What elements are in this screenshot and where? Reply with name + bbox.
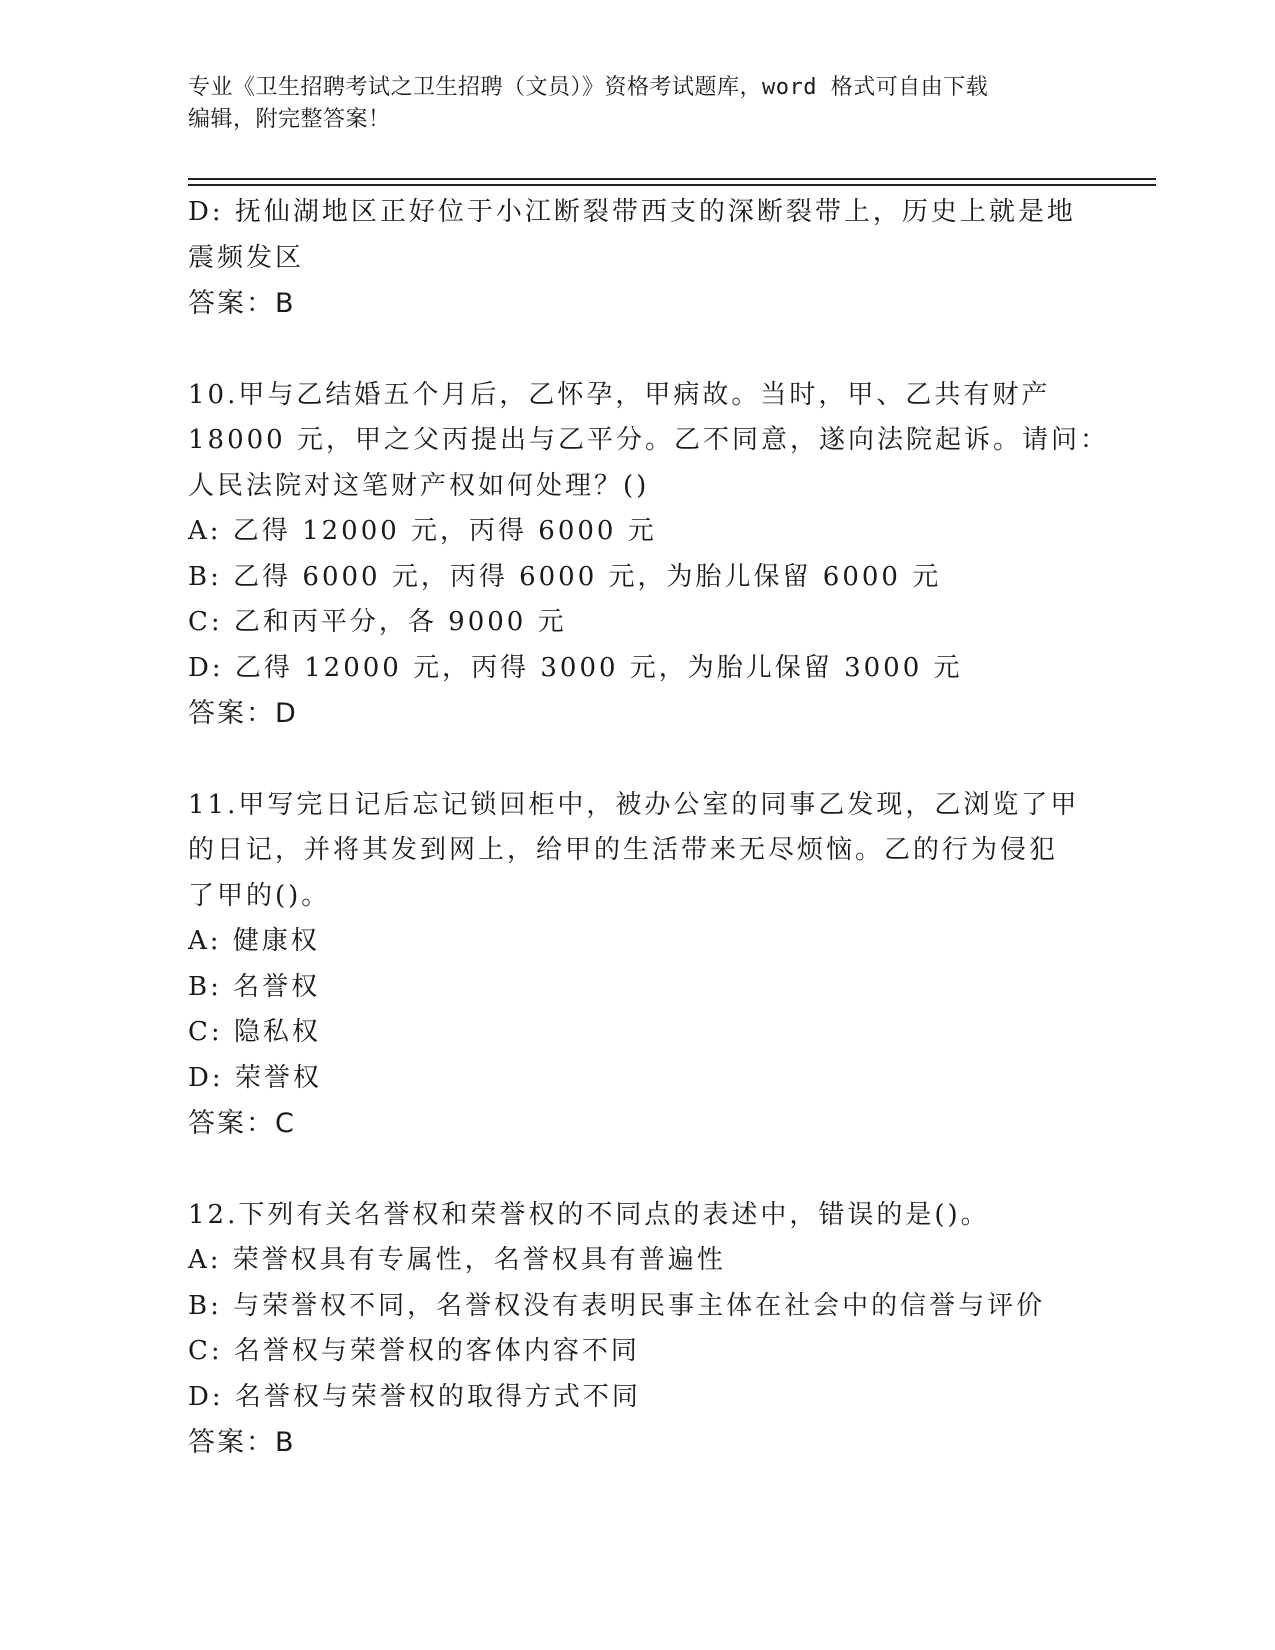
spacer <box>188 737 1088 783</box>
option-d: D: 名誉权与荣誉权的取得方式不同 <box>188 1381 641 1412</box>
option-d: D: 荣誉权 <box>188 1062 322 1093</box>
question-stem-line-2: 18000 元，甲之父丙提出与乙平分。乙不同意，遂向法院起诉。请问： <box>188 425 1109 455</box>
question-stem-line-3: 人民法院对这笔财产权如何处理？() <box>188 470 650 501</box>
header-divider-top <box>188 178 1156 180</box>
option-a: A: 乙得 12000 元，丙得 6000 元 <box>188 516 657 546</box>
option-c: C: 乙和丙平分，各 9000 元 <box>188 607 567 637</box>
question-stem-line-1: 10.甲与乙结婚五个月后，乙怀孕，甲病故。当时，甲、乙共有财产 <box>188 379 1051 410</box>
page-header <box>188 72 1088 136</box>
spacer <box>188 327 1088 373</box>
question-stem-line-1: 12.下列有关名誉权和荣誉权的不同点的表述中，错误的是()。 <box>188 1199 990 1230</box>
option-a: A: 健康权 <box>188 926 320 956</box>
document-body <box>188 190 1109 1466</box>
header-divider-bottom <box>188 184 1156 186</box>
option-d-line-1: D: 抚仙湖地区正好位于小江断裂带西支的深断裂带上，历史上就是地 <box>188 197 1076 227</box>
option-b: B: 乙得 6000 元，丙得 6000 元，为胎儿保留 6000 元 <box>188 561 942 592</box>
question-stem-line-3: 了甲的()。 <box>188 880 331 911</box>
header-line-2: 编辑，附完整答案！ <box>188 107 391 132</box>
option-b: B: 名誉权 <box>188 971 321 1002</box>
question-10 <box>188 373 1109 737</box>
option-d-line-2: 震频发区 <box>188 242 305 273</box>
spacer <box>188 1147 1088 1193</box>
question-12 <box>188 1193 1088 1466</box>
answer-line: 答案：B <box>188 288 296 319</box>
previous-question-tail <box>188 190 1088 327</box>
option-b: B: 与荣誉权不同，名誉权没有表明民事主体在社会中的信誉与评价 <box>188 1290 1046 1321</box>
option-a: A: 荣誉权具有专属性，名誉权具有普遍性 <box>188 1245 726 1275</box>
question-stem-line-1: 11.甲写完日记后忘记锁回柜中，被办公室的同事乙发现，乙浏览了甲 <box>188 789 1080 820</box>
option-c: C: 隐私权 <box>188 1017 321 1047</box>
option-d: D: 乙得 12000 元，丙得 3000 元，为胎儿保留 3000 元 <box>188 652 963 683</box>
question-stem-line-2: 的日记，并将其发到网上，给甲的生活带来无尽烦恼。乙的行为侵犯 <box>188 835 1059 865</box>
answer-line: 答案：C <box>188 1108 296 1139</box>
answer-line: 答案：D <box>188 698 298 729</box>
question-11 <box>188 783 1088 1147</box>
option-c: C: 名誉权与荣誉权的客体内容不同 <box>188 1336 640 1366</box>
answer-line: 答案：B <box>188 1427 296 1458</box>
header-line-1: 专业《卫生招聘考试之卫生招聘（文员）》资格考试题库，word 格式可自由下载 <box>188 75 989 100</box>
